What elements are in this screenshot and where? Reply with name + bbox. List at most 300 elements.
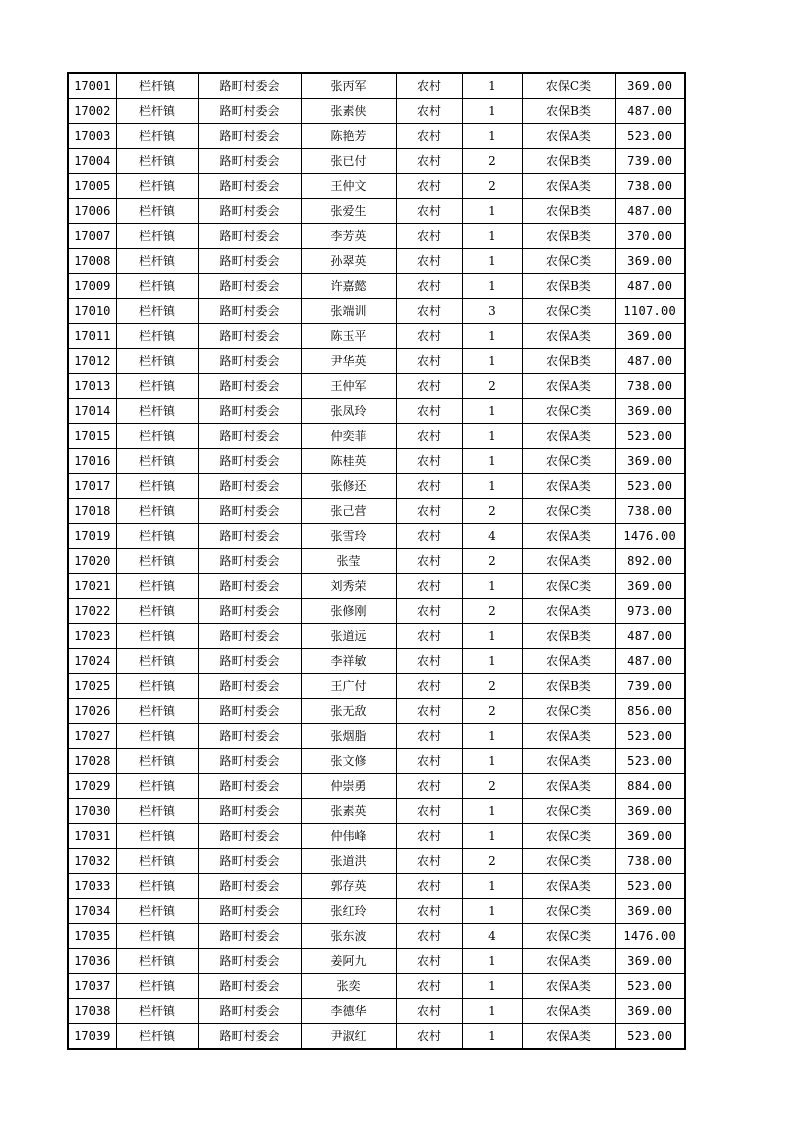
household-count-cell: 1 bbox=[462, 974, 522, 999]
record-id-cell: 17003 bbox=[68, 124, 116, 149]
household-count-cell: 1 bbox=[462, 99, 522, 124]
table-row bbox=[68, 524, 685, 549]
household-count-cell: 1 bbox=[462, 124, 522, 149]
amount-cell: 487.00 bbox=[615, 274, 685, 299]
name-cell: 李芳英 bbox=[301, 224, 396, 249]
name-cell: 仲奕菲 bbox=[301, 424, 396, 449]
table-row bbox=[68, 399, 685, 424]
amount-cell: 369.00 bbox=[615, 324, 685, 349]
village-committee-cell: 路町村委会 bbox=[198, 699, 301, 724]
village-committee-cell: 路町村委会 bbox=[198, 374, 301, 399]
name-cell: 张已付 bbox=[301, 149, 396, 174]
record-id-cell: 17037 bbox=[68, 974, 116, 999]
town-cell: 栏杆镇 bbox=[116, 224, 198, 249]
residence-type-cell: 农村 bbox=[396, 149, 462, 174]
table-row bbox=[68, 424, 685, 449]
insurance-category-cell: 农保A类 bbox=[522, 324, 615, 349]
amount-cell: 487.00 bbox=[615, 199, 685, 224]
household-count-cell: 2 bbox=[462, 699, 522, 724]
amount-cell: 892.00 bbox=[615, 549, 685, 574]
name-cell: 王广付 bbox=[301, 674, 396, 699]
village-committee-cell: 路町村委会 bbox=[198, 624, 301, 649]
record-id-cell: 17010 bbox=[68, 299, 116, 324]
village-committee-cell: 路町村委会 bbox=[198, 424, 301, 449]
village-committee-cell: 路町村委会 bbox=[198, 849, 301, 874]
village-committee-cell: 路町村委会 bbox=[198, 499, 301, 524]
insurance-category-cell: 农保A类 bbox=[522, 474, 615, 499]
name-cell: 姜阿九 bbox=[301, 949, 396, 974]
town-cell: 栏杆镇 bbox=[116, 73, 198, 99]
record-id-cell: 17002 bbox=[68, 99, 116, 124]
table-row bbox=[68, 1024, 685, 1050]
amount-cell: 369.00 bbox=[615, 249, 685, 274]
village-committee-cell: 路町村委会 bbox=[198, 649, 301, 674]
town-cell: 栏杆镇 bbox=[116, 349, 198, 374]
residence-type-cell: 农村 bbox=[396, 1024, 462, 1050]
name-cell: 张素侠 bbox=[301, 99, 396, 124]
town-cell: 栏杆镇 bbox=[116, 699, 198, 724]
amount-cell: 487.00 bbox=[615, 99, 685, 124]
village-committee-cell: 路町村委会 bbox=[198, 124, 301, 149]
record-id-cell: 17008 bbox=[68, 249, 116, 274]
village-committee-cell: 路町村委会 bbox=[198, 349, 301, 374]
table-row bbox=[68, 274, 685, 299]
household-count-cell: 1 bbox=[462, 324, 522, 349]
household-count-cell: 2 bbox=[462, 774, 522, 799]
name-cell: 李德华 bbox=[301, 999, 396, 1024]
insurance-category-cell: 农保A类 bbox=[522, 749, 615, 774]
residence-type-cell: 农村 bbox=[396, 699, 462, 724]
household-count-cell: 2 bbox=[462, 499, 522, 524]
town-cell: 栏杆镇 bbox=[116, 624, 198, 649]
name-cell: 张修还 bbox=[301, 474, 396, 499]
record-id-cell: 17018 bbox=[68, 499, 116, 524]
town-cell: 栏杆镇 bbox=[116, 749, 198, 774]
table-row bbox=[68, 73, 685, 99]
household-count-cell: 1 bbox=[462, 624, 522, 649]
household-count-cell: 4 bbox=[462, 524, 522, 549]
name-cell: 王仲军 bbox=[301, 374, 396, 399]
record-id-cell: 17015 bbox=[68, 424, 116, 449]
town-cell: 栏杆镇 bbox=[116, 324, 198, 349]
table-row bbox=[68, 599, 685, 624]
record-id-cell: 17021 bbox=[68, 574, 116, 599]
town-cell: 栏杆镇 bbox=[116, 674, 198, 699]
residence-type-cell: 农村 bbox=[396, 674, 462, 699]
record-id-cell: 17007 bbox=[68, 224, 116, 249]
name-cell: 孙翠英 bbox=[301, 249, 396, 274]
name-cell: 张无敌 bbox=[301, 699, 396, 724]
record-id-cell: 17006 bbox=[68, 199, 116, 224]
name-cell: 张道洪 bbox=[301, 849, 396, 874]
name-cell: 张修刚 bbox=[301, 599, 396, 624]
record-id-cell: 17028 bbox=[68, 749, 116, 774]
table-row bbox=[68, 724, 685, 749]
insurance-category-cell: 农保C类 bbox=[522, 924, 615, 949]
amount-cell: 856.00 bbox=[615, 699, 685, 724]
name-cell: 陈玉平 bbox=[301, 324, 396, 349]
residence-type-cell: 农村 bbox=[396, 549, 462, 574]
residence-type-cell: 农村 bbox=[396, 949, 462, 974]
household-count-cell: 4 bbox=[462, 924, 522, 949]
insurance-category-cell: 农保B类 bbox=[522, 99, 615, 124]
village-committee-cell: 路町村委会 bbox=[198, 73, 301, 99]
residence-type-cell: 农村 bbox=[396, 624, 462, 649]
village-committee-cell: 路町村委会 bbox=[198, 274, 301, 299]
household-count-cell: 1 bbox=[462, 249, 522, 274]
insurance-category-cell: 农保A类 bbox=[522, 874, 615, 899]
name-cell: 张雪玲 bbox=[301, 524, 396, 549]
town-cell: 栏杆镇 bbox=[116, 299, 198, 324]
record-id-cell: 17022 bbox=[68, 599, 116, 624]
town-cell: 栏杆镇 bbox=[116, 1024, 198, 1050]
village-committee-cell: 路町村委会 bbox=[198, 999, 301, 1024]
insurance-category-cell: 农保C类 bbox=[522, 499, 615, 524]
residence-type-cell: 农村 bbox=[396, 424, 462, 449]
town-cell: 栏杆镇 bbox=[116, 374, 198, 399]
household-count-cell: 1 bbox=[462, 224, 522, 249]
record-id-cell: 17011 bbox=[68, 324, 116, 349]
table-row bbox=[68, 174, 685, 199]
village-committee-cell: 路町村委会 bbox=[198, 549, 301, 574]
residence-type-cell: 农村 bbox=[396, 199, 462, 224]
table-row bbox=[68, 374, 685, 399]
insurance-category-cell: 农保A类 bbox=[522, 724, 615, 749]
insurance-category-cell: 农保C类 bbox=[522, 699, 615, 724]
table-row bbox=[68, 624, 685, 649]
household-count-cell: 1 bbox=[462, 449, 522, 474]
name-cell: 张凤玲 bbox=[301, 399, 396, 424]
household-count-cell: 1 bbox=[462, 999, 522, 1024]
name-cell: 尹华英 bbox=[301, 349, 396, 374]
amount-cell: 487.00 bbox=[615, 624, 685, 649]
insurance-category-cell: 农保A类 bbox=[522, 599, 615, 624]
amount-cell: 523.00 bbox=[615, 1024, 685, 1050]
household-count-cell: 1 bbox=[462, 1024, 522, 1050]
insurance-category-cell: 农保C类 bbox=[522, 399, 615, 424]
insurance-category-cell: 农保C类 bbox=[522, 899, 615, 924]
amount-cell: 369.00 bbox=[615, 799, 685, 824]
residence-type-cell: 农村 bbox=[396, 124, 462, 149]
record-id-cell: 17027 bbox=[68, 724, 116, 749]
town-cell: 栏杆镇 bbox=[116, 824, 198, 849]
town-cell: 栏杆镇 bbox=[116, 924, 198, 949]
table-row bbox=[68, 349, 685, 374]
amount-cell: 369.00 bbox=[615, 399, 685, 424]
name-cell: 刘秀荣 bbox=[301, 574, 396, 599]
town-cell: 栏杆镇 bbox=[116, 499, 198, 524]
residence-type-cell: 农村 bbox=[396, 874, 462, 899]
village-committee-cell: 路町村委会 bbox=[198, 174, 301, 199]
amount-cell: 369.00 bbox=[615, 449, 685, 474]
household-count-cell: 1 bbox=[462, 73, 522, 99]
town-cell: 栏杆镇 bbox=[116, 399, 198, 424]
household-count-cell: 1 bbox=[462, 649, 522, 674]
name-cell: 王仲文 bbox=[301, 174, 396, 199]
village-committee-cell: 路町村委会 bbox=[198, 599, 301, 624]
record-id-cell: 17038 bbox=[68, 999, 116, 1024]
residence-type-cell: 农村 bbox=[396, 799, 462, 824]
village-committee-cell: 路町村委会 bbox=[198, 524, 301, 549]
village-committee-cell: 路町村委会 bbox=[198, 299, 301, 324]
amount-cell: 884.00 bbox=[615, 774, 685, 799]
roster-body bbox=[68, 73, 685, 1049]
amount-cell: 369.00 bbox=[615, 73, 685, 99]
village-committee-cell: 路町村委会 bbox=[198, 874, 301, 899]
name-cell: 尹淑红 bbox=[301, 1024, 396, 1050]
household-count-cell: 1 bbox=[462, 574, 522, 599]
table-row bbox=[68, 149, 685, 174]
record-id-cell: 17033 bbox=[68, 874, 116, 899]
insurance-category-cell: 农保A类 bbox=[522, 949, 615, 974]
insurance-category-cell: 农保B类 bbox=[522, 674, 615, 699]
residence-type-cell: 农村 bbox=[396, 899, 462, 924]
name-cell: 张奕 bbox=[301, 974, 396, 999]
town-cell: 栏杆镇 bbox=[116, 799, 198, 824]
residence-type-cell: 农村 bbox=[396, 649, 462, 674]
amount-cell: 738.00 bbox=[615, 499, 685, 524]
household-count-cell: 1 bbox=[462, 199, 522, 224]
table-row bbox=[68, 199, 685, 224]
residence-type-cell: 农村 bbox=[396, 924, 462, 949]
town-cell: 栏杆镇 bbox=[116, 249, 198, 274]
amount-cell: 369.00 bbox=[615, 574, 685, 599]
village-committee-cell: 路町村委会 bbox=[198, 1024, 301, 1050]
table-row bbox=[68, 99, 685, 124]
amount-cell: 523.00 bbox=[615, 724, 685, 749]
record-id-cell: 17019 bbox=[68, 524, 116, 549]
amount-cell: 1476.00 bbox=[615, 924, 685, 949]
table-row bbox=[68, 999, 685, 1024]
residence-type-cell: 农村 bbox=[396, 349, 462, 374]
record-id-cell: 17024 bbox=[68, 649, 116, 674]
village-committee-cell: 路町村委会 bbox=[198, 774, 301, 799]
village-committee-cell: 路町村委会 bbox=[198, 149, 301, 174]
table-row bbox=[68, 799, 685, 824]
record-id-cell: 17036 bbox=[68, 949, 116, 974]
name-cell: 仲崇勇 bbox=[301, 774, 396, 799]
table-row bbox=[68, 899, 685, 924]
table-row bbox=[68, 774, 685, 799]
insurance-category-cell: 农保B类 bbox=[522, 349, 615, 374]
table-row bbox=[68, 674, 685, 699]
insurance-category-cell: 农保A类 bbox=[522, 174, 615, 199]
residence-type-cell: 农村 bbox=[396, 774, 462, 799]
town-cell: 栏杆镇 bbox=[116, 599, 198, 624]
amount-cell: 487.00 bbox=[615, 649, 685, 674]
town-cell: 栏杆镇 bbox=[116, 174, 198, 199]
town-cell: 栏杆镇 bbox=[116, 474, 198, 499]
village-committee-cell: 路町村委会 bbox=[198, 324, 301, 349]
insurance-category-cell: 农保A类 bbox=[522, 549, 615, 574]
residence-type-cell: 农村 bbox=[396, 574, 462, 599]
household-count-cell: 2 bbox=[462, 149, 522, 174]
record-id-cell: 17012 bbox=[68, 349, 116, 374]
record-id-cell: 17005 bbox=[68, 174, 116, 199]
record-id-cell: 17013 bbox=[68, 374, 116, 399]
amount-cell: 523.00 bbox=[615, 874, 685, 899]
residence-type-cell: 农村 bbox=[396, 399, 462, 424]
residence-type-cell: 农村 bbox=[396, 99, 462, 124]
village-committee-cell: 路町村委会 bbox=[198, 224, 301, 249]
residence-type-cell: 农村 bbox=[396, 73, 462, 99]
insurance-category-cell: 农保A类 bbox=[522, 374, 615, 399]
name-cell: 李祥敏 bbox=[301, 649, 396, 674]
town-cell: 栏杆镇 bbox=[116, 524, 198, 549]
town-cell: 栏杆镇 bbox=[116, 449, 198, 474]
name-cell: 张烟脂 bbox=[301, 724, 396, 749]
town-cell: 栏杆镇 bbox=[116, 949, 198, 974]
table-row bbox=[68, 824, 685, 849]
name-cell: 张东波 bbox=[301, 924, 396, 949]
insurance-category-cell: 农保B类 bbox=[522, 624, 615, 649]
amount-cell: 369.00 bbox=[615, 824, 685, 849]
village-committee-cell: 路町村委会 bbox=[198, 824, 301, 849]
residence-type-cell: 农村 bbox=[396, 824, 462, 849]
insurance-category-cell: 农保A类 bbox=[522, 774, 615, 799]
residence-type-cell: 农村 bbox=[396, 224, 462, 249]
amount-cell: 523.00 bbox=[615, 749, 685, 774]
village-committee-cell: 路町村委会 bbox=[198, 199, 301, 224]
household-count-cell: 3 bbox=[462, 299, 522, 324]
village-committee-cell: 路町村委会 bbox=[198, 799, 301, 824]
name-cell: 郭存英 bbox=[301, 874, 396, 899]
town-cell: 栏杆镇 bbox=[116, 549, 198, 574]
household-count-cell: 1 bbox=[462, 724, 522, 749]
household-count-cell: 2 bbox=[462, 849, 522, 874]
name-cell: 许嘉懿 bbox=[301, 274, 396, 299]
record-id-cell: 17020 bbox=[68, 549, 116, 574]
record-id-cell: 17029 bbox=[68, 774, 116, 799]
amount-cell: 739.00 bbox=[615, 674, 685, 699]
amount-cell: 369.00 bbox=[615, 899, 685, 924]
amount-cell: 487.00 bbox=[615, 349, 685, 374]
insurance-category-cell: 农保C类 bbox=[522, 299, 615, 324]
insurance-category-cell: 农保B类 bbox=[522, 224, 615, 249]
table-row bbox=[68, 874, 685, 899]
table-row bbox=[68, 449, 685, 474]
insurance-category-cell: 农保B类 bbox=[522, 199, 615, 224]
record-id-cell: 17016 bbox=[68, 449, 116, 474]
residence-type-cell: 农村 bbox=[396, 524, 462, 549]
table-row bbox=[68, 949, 685, 974]
name-cell: 张文修 bbox=[301, 749, 396, 774]
insurance-category-cell: 农保A类 bbox=[522, 124, 615, 149]
residence-type-cell: 农村 bbox=[396, 324, 462, 349]
town-cell: 栏杆镇 bbox=[116, 124, 198, 149]
table-row bbox=[68, 549, 685, 574]
table-row bbox=[68, 699, 685, 724]
household-count-cell: 2 bbox=[462, 174, 522, 199]
town-cell: 栏杆镇 bbox=[116, 574, 198, 599]
amount-cell: 369.00 bbox=[615, 949, 685, 974]
insurance-category-cell: 农保C类 bbox=[522, 824, 615, 849]
household-count-cell: 1 bbox=[462, 424, 522, 449]
town-cell: 栏杆镇 bbox=[116, 274, 198, 299]
town-cell: 栏杆镇 bbox=[116, 849, 198, 874]
insurance-category-cell: 农保B类 bbox=[522, 274, 615, 299]
name-cell: 张丙军 bbox=[301, 73, 396, 99]
residence-type-cell: 农村 bbox=[396, 274, 462, 299]
household-count-cell: 2 bbox=[462, 549, 522, 574]
amount-cell: 1476.00 bbox=[615, 524, 685, 549]
table-row bbox=[68, 474, 685, 499]
insurance-category-cell: 农保A类 bbox=[522, 424, 615, 449]
record-id-cell: 17001 bbox=[68, 73, 116, 99]
amount-cell: 369.00 bbox=[615, 999, 685, 1024]
name-cell: 张素英 bbox=[301, 799, 396, 824]
town-cell: 栏杆镇 bbox=[116, 899, 198, 924]
insurance-category-cell: 农保C类 bbox=[522, 449, 615, 474]
table-row bbox=[68, 749, 685, 774]
village-committee-cell: 路町村委会 bbox=[198, 924, 301, 949]
amount-cell: 523.00 bbox=[615, 424, 685, 449]
record-id-cell: 17025 bbox=[68, 674, 116, 699]
amount-cell: 1107.00 bbox=[615, 299, 685, 324]
table-row bbox=[68, 324, 685, 349]
insurance-category-cell: 农保A类 bbox=[522, 974, 615, 999]
residence-type-cell: 农村 bbox=[396, 599, 462, 624]
insurance-category-cell: 农保A类 bbox=[522, 999, 615, 1024]
record-id-cell: 17004 bbox=[68, 149, 116, 174]
record-id-cell: 17014 bbox=[68, 399, 116, 424]
residence-type-cell: 农村 bbox=[396, 999, 462, 1024]
household-count-cell: 1 bbox=[462, 824, 522, 849]
table-row bbox=[68, 249, 685, 274]
name-cell: 张端训 bbox=[301, 299, 396, 324]
insurance-category-cell: 农保C类 bbox=[522, 73, 615, 99]
residence-type-cell: 农村 bbox=[396, 749, 462, 774]
table-row bbox=[68, 974, 685, 999]
amount-cell: 973.00 bbox=[615, 599, 685, 624]
household-count-cell: 2 bbox=[462, 599, 522, 624]
record-id-cell: 17039 bbox=[68, 1024, 116, 1050]
record-id-cell: 17017 bbox=[68, 474, 116, 499]
residence-type-cell: 农村 bbox=[396, 474, 462, 499]
residence-type-cell: 农村 bbox=[396, 849, 462, 874]
name-cell: 张红玲 bbox=[301, 899, 396, 924]
village-committee-cell: 路町村委会 bbox=[198, 674, 301, 699]
town-cell: 栏杆镇 bbox=[116, 199, 198, 224]
insurance-category-cell: 农保C类 bbox=[522, 799, 615, 824]
household-count-cell: 1 bbox=[462, 799, 522, 824]
insurance-category-cell: 农保C类 bbox=[522, 249, 615, 274]
town-cell: 栏杆镇 bbox=[116, 424, 198, 449]
record-id-cell: 17030 bbox=[68, 799, 116, 824]
village-committee-cell: 路町村委会 bbox=[198, 99, 301, 124]
record-id-cell: 17032 bbox=[68, 849, 116, 874]
village-committee-cell: 路町村委会 bbox=[198, 949, 301, 974]
table-row bbox=[68, 124, 685, 149]
household-count-cell: 1 bbox=[462, 874, 522, 899]
household-count-cell: 2 bbox=[462, 374, 522, 399]
household-count-cell: 1 bbox=[462, 899, 522, 924]
amount-cell: 523.00 bbox=[615, 124, 685, 149]
village-committee-cell: 路町村委会 bbox=[198, 724, 301, 749]
residence-type-cell: 农村 bbox=[396, 499, 462, 524]
village-committee-cell: 路町村委会 bbox=[198, 974, 301, 999]
amount-cell: 738.00 bbox=[615, 374, 685, 399]
name-cell: 张道远 bbox=[301, 624, 396, 649]
town-cell: 栏杆镇 bbox=[116, 999, 198, 1024]
table-row bbox=[68, 574, 685, 599]
name-cell: 张爱生 bbox=[301, 199, 396, 224]
village-committee-cell: 路町村委会 bbox=[198, 899, 301, 924]
residence-type-cell: 农村 bbox=[396, 174, 462, 199]
record-id-cell: 17035 bbox=[68, 924, 116, 949]
residence-type-cell: 农村 bbox=[396, 249, 462, 274]
record-id-cell: 17034 bbox=[68, 899, 116, 924]
